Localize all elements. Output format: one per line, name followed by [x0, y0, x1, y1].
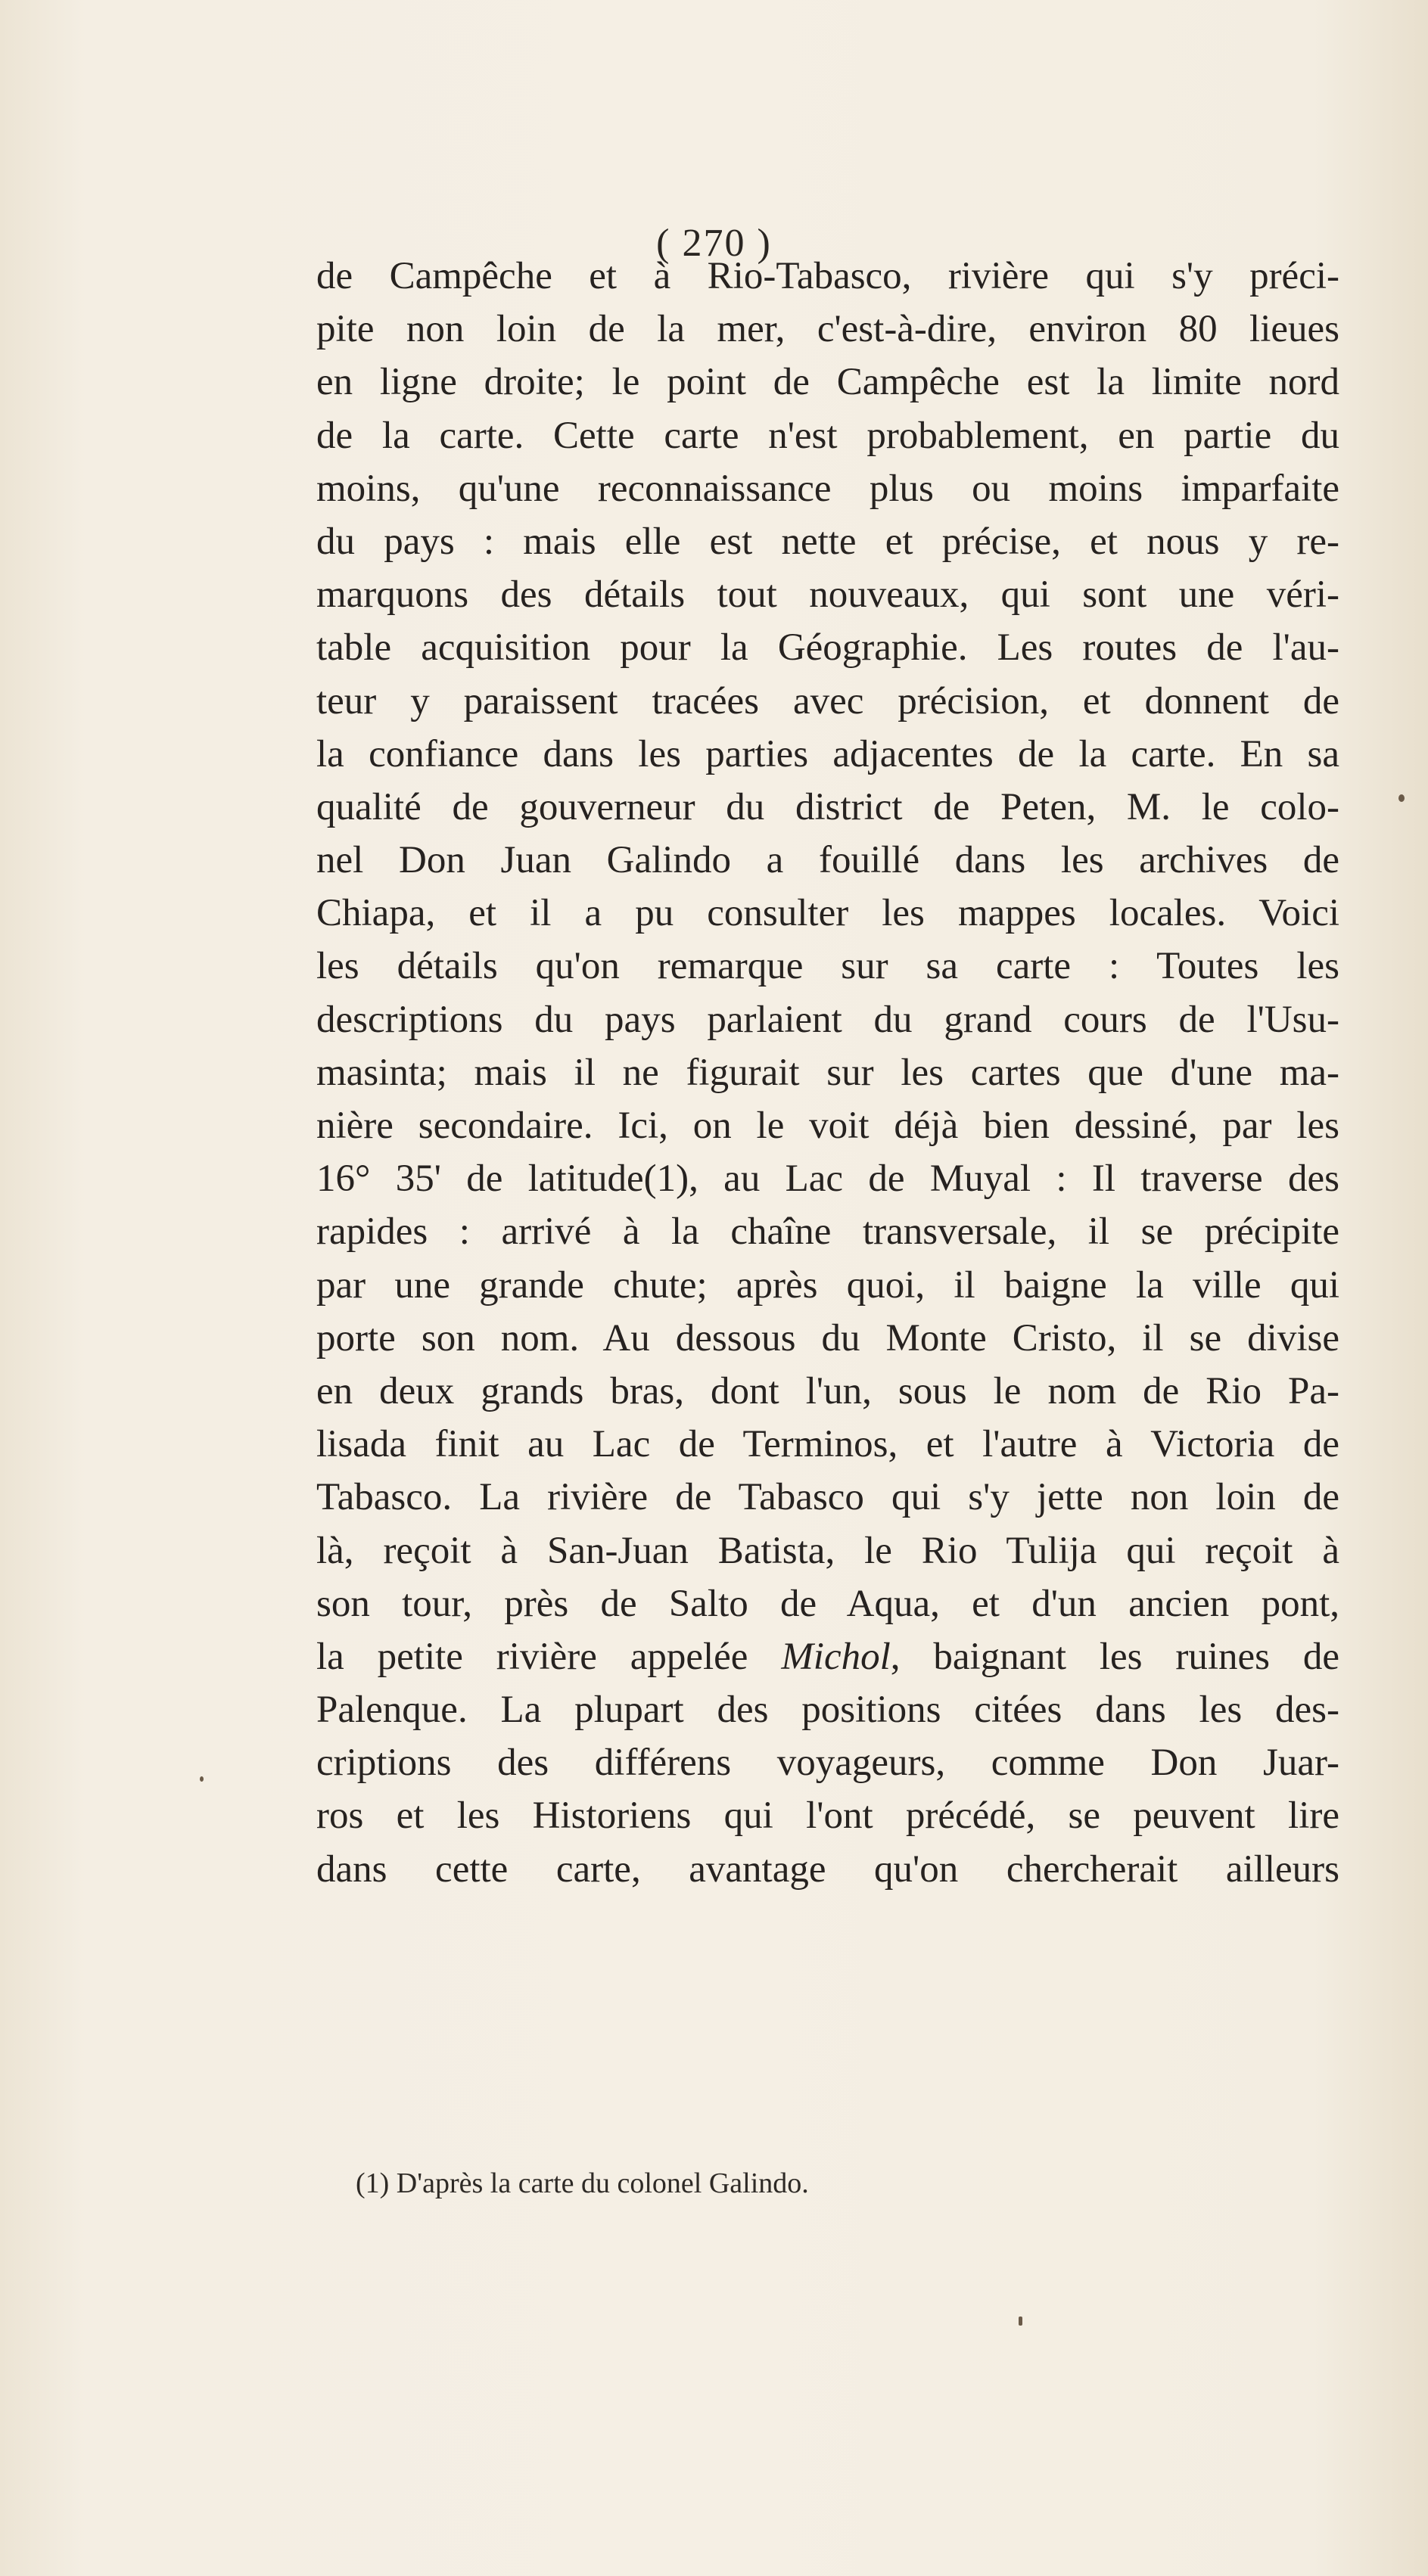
- text-line: son tour, près de Salto de Aqua, et d'un ancien pont,: [316, 1582, 1339, 1625]
- text-line: du pays : mais elle est nette et précise, et nous y re-: [316, 520, 1339, 563]
- text-line: criptions des différens voyageurs, comme Don Juar-: [316, 1742, 1339, 1785]
- italic-place-name: Michol: [781, 1635, 891, 1678]
- text-line: moins, qu'une reconnaissance plus ou moins imparfaite: [316, 467, 1339, 510]
- footnote: (1) D'après la carte du colonel Galindo.: [356, 2167, 809, 2199]
- text-line: les détails qu'on remarque sur sa carte : Toutes les: [316, 945, 1339, 988]
- text-segment: la petite rivière appelée: [316, 1635, 782, 1678]
- text-line: par une grande chute; après quoi, il baigne la ville qui: [316, 1263, 1339, 1307]
- paper-speck: [200, 1776, 204, 1782]
- text-line: teur y paraissent tracées avec précision, et donnent de: [316, 679, 1339, 722]
- text-line: en ligne droite; le point de Campêche est la limite nord: [316, 361, 1339, 404]
- body-text: [316, 250, 1339, 1896]
- page-number: ( 270 ): [656, 222, 772, 265]
- text-segment: , baignant les ruines de: [890, 1635, 1339, 1678]
- text-line: rapides : arrivé à la chaîne transversale, il se précipite: [316, 1210, 1339, 1254]
- text-line: marquons des détails tout nouveaux, qui sont une véri-: [316, 573, 1339, 617]
- text-line: porte son nom. Au dessous du Monte Cristo, il se divise: [316, 1316, 1339, 1359]
- text-line: là, reçoit à San-Juan Batista, le Rio Tulija qui reçoit à: [316, 1529, 1339, 1572]
- text-line: pite non loin de la mer, c'est-à-dire, environ 80 lieues: [316, 308, 1339, 351]
- paper-speck: [1019, 2317, 1022, 2326]
- text-line: masinta; mais il ne figurait sur les cartes que d'une ma-: [316, 1051, 1339, 1094]
- text-line: 16° 35' de latitude(1), au Lac de Muyal : Il traverse des: [316, 1157, 1339, 1201]
- text-line: lisada finit au Lac de Terminos, et l'autre à Victoria de: [316, 1423, 1339, 1466]
- paper-speck: [1398, 794, 1405, 802]
- text-line: Tabasco. La rivière de Tabasco qui s'y jette non loin de: [316, 1476, 1339, 1519]
- text-line: nel Don Juan Galindo a fouillé dans les archives de: [316, 839, 1339, 882]
- text-line: la confiance dans les parties adjacentes de la carte. En sa: [316, 732, 1339, 775]
- text-line: en deux grands bras, dont l'un, sous le nom de Rio Pa-: [316, 1369, 1339, 1412]
- text-line: descriptions du pays parlaient du grand cours de l'Usu-: [316, 998, 1339, 1041]
- text-line: Chiapa, et il a pu consulter les mappes locales. Voici: [316, 892, 1339, 935]
- text-line: de la carte. Cette carte n'est probablement, en partie du: [316, 414, 1339, 457]
- text-line: table acquisition pour la Géographie. Les routes de l'au-: [316, 626, 1339, 670]
- text-line: de Campêche et à Rio-Tabasco, rivière qui s'y préci-: [316, 255, 1339, 297]
- text-line: dans cette carte, avantage qu'on chercherait ailleurs: [316, 1847, 1339, 1891]
- text-line: qualité de gouverneur du district de Peten, M. le colo-: [316, 785, 1339, 828]
- text-line: Palenque. La plupart des positions citées dans les des-: [316, 1689, 1339, 1732]
- text-line-with-italic: [316, 1630, 1339, 1683]
- text-line: nière secondaire. Ici, on le voit déjà bien dessiné, par les: [316, 1105, 1339, 1147]
- text-line: ros et les Historiens qui l'ont précédé, se peuvent lire: [316, 1794, 1339, 1838]
